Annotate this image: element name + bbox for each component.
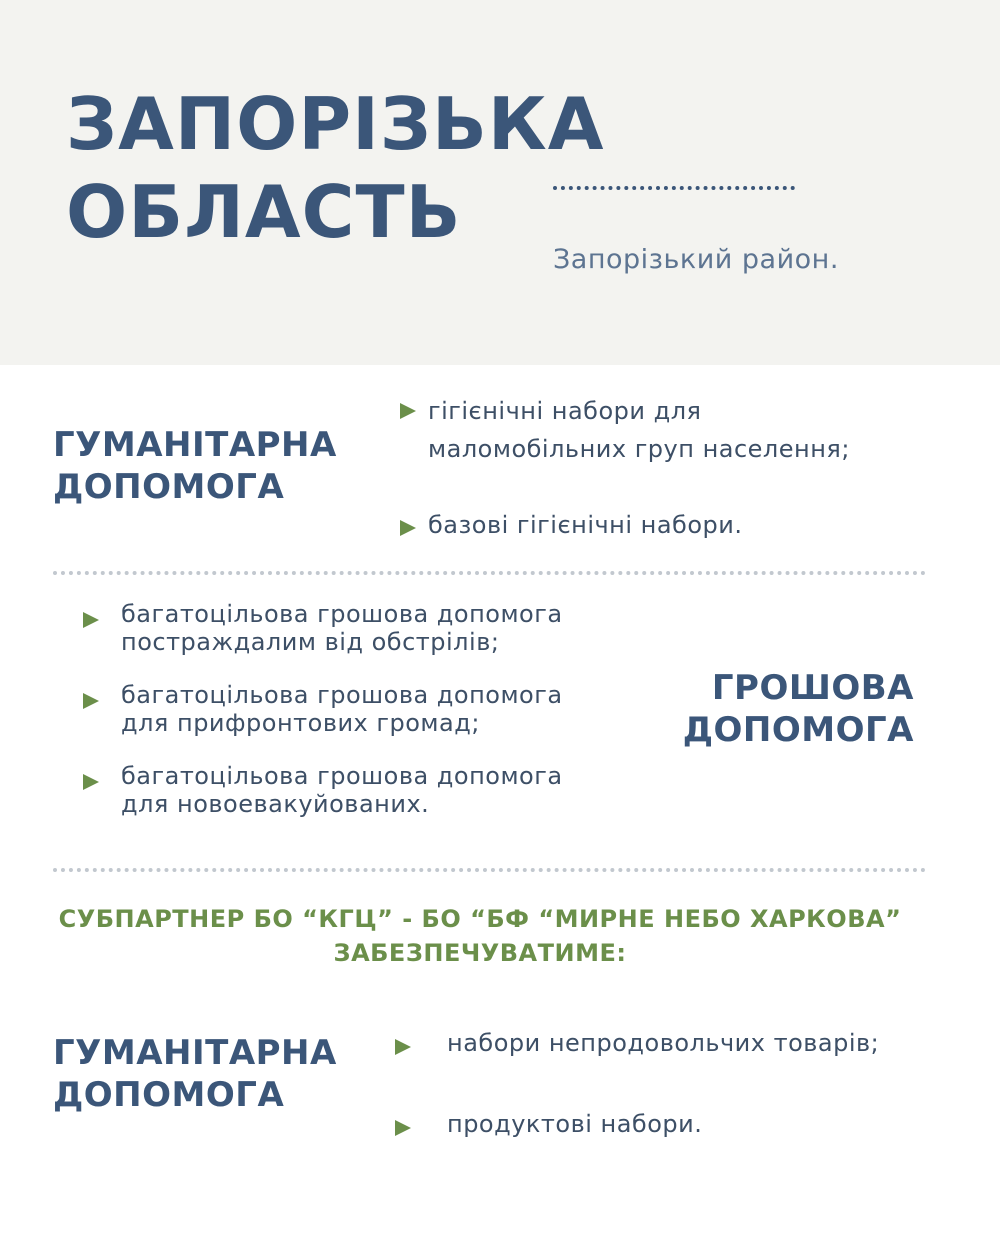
- header-band: [0, 0, 1000, 365]
- list-item-line-1: продуктові набори.: [447, 1110, 703, 1138]
- list-item-line-1: набори непродовольчих товарів;: [447, 1029, 880, 1057]
- subpartner-heading: [40, 902, 920, 970]
- list-item-line-1: багатоцільова грошова допомога: [121, 762, 563, 790]
- section-title-line-2: ДОПОМОГА: [53, 1075, 285, 1115]
- arrow-bullet-icon: [83, 612, 99, 628]
- arrow-bullet-icon: [395, 1120, 411, 1136]
- list-item-line-2: для новоевакуйованих.: [121, 790, 430, 818]
- section-title-line-1: ГУМАНІТАРНА: [53, 425, 337, 465]
- list-item-line-1: багатоцільова грошова допомога: [121, 681, 563, 709]
- page-title-line-1: ЗАПОРІЗЬКА: [66, 82, 605, 166]
- arrow-bullet-icon: [83, 774, 99, 790]
- page-title-line-2: ОБЛАСТЬ: [66, 170, 462, 254]
- list-item-line-2: для прифронтових громад;: [121, 709, 480, 737]
- list-item: [121, 600, 563, 656]
- list-item-line-2: маломобільних груп населення;: [428, 435, 850, 463]
- section-title-cash-assistance: [640, 667, 914, 751]
- list-item: [428, 506, 743, 544]
- arrow-bullet-icon: [395, 1039, 411, 1055]
- subpartner-line-1: СУБПАРТНЕР БО “КГЦ” - БО “БФ “МИРНЕ НЕБО ХАРКОВА”: [58, 905, 902, 933]
- list-item: [447, 1105, 702, 1143]
- list-item: [447, 1024, 879, 1062]
- section-title-line-1: ГУМАНІТАРНА: [53, 1033, 337, 1073]
- section-title-humanitarian-aid: [53, 424, 337, 508]
- list-item-line-2: постраждалим від обстрілів;: [121, 628, 500, 656]
- arrow-bullet-icon: [400, 403, 416, 419]
- section-divider: [53, 868, 926, 872]
- section-title-humanitarian-aid: [53, 1032, 337, 1116]
- arrow-bullet-icon: [400, 520, 416, 536]
- list-item-line-1: багатоцільова грошова допомога: [121, 600, 563, 628]
- section-divider: [53, 571, 926, 575]
- list-item-line-1: гігієнічні набори для: [428, 397, 702, 425]
- list-item: [428, 392, 850, 468]
- section-title-line-1: ГРОШОВА: [711, 668, 914, 708]
- list-item: [121, 762, 563, 818]
- header-dotted-rule: [553, 186, 795, 190]
- district-label: Запорізький район.: [553, 244, 839, 275]
- list-item-line-1: базові гігієнічні набори.: [428, 511, 743, 539]
- list-item: [121, 681, 563, 737]
- arrow-bullet-icon: [83, 693, 99, 709]
- section-title-line-2: ДОПОМОГА: [53, 467, 285, 507]
- page-title: [66, 80, 605, 256]
- subpartner-line-2: ЗАБЕЗПЕЧУВАТИМЕ:: [333, 939, 627, 967]
- section-title-line-2: ДОПОМОГА: [682, 710, 914, 750]
